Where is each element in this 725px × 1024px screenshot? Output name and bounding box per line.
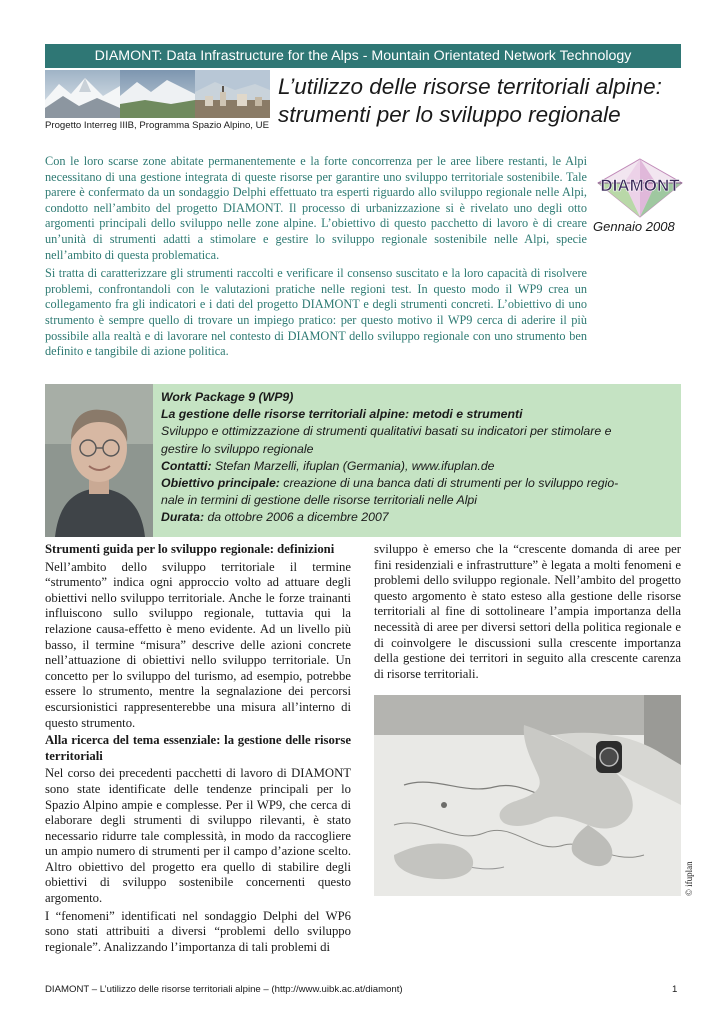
objective-value-line-2: nale in termini di gestione delle risorse territoriali nelle Alpi — [161, 493, 477, 508]
right-column — [374, 542, 681, 682]
duration-value: da ottobre 2006 a dicembre 2007 — [204, 510, 389, 525]
photo-credit — [683, 856, 695, 896]
date-label: Gennaio 2008 — [593, 219, 675, 234]
left-column — [45, 542, 351, 957]
wp-contacts — [161, 458, 661, 475]
diamont-logo — [596, 157, 684, 219]
section-heading-definitions: Strumenti guida per lo sviluppo regionale: definizioni — [45, 542, 335, 556]
svg-text:© ifuplan: © ifuplan — [684, 861, 694, 896]
wp-heading: Work Package 9 (WP9) — [161, 390, 294, 404]
page-footer: DIAMONT – L’utilizzo delle risorse territoriali alpine – (http://www.uibk.ac.at/diamont) — [45, 984, 403, 995]
title-line-1: L’utilizzo delle risorse territoriali alpine: — [278, 74, 662, 99]
work-package-box — [153, 384, 681, 537]
map-work-photo — [374, 695, 681, 896]
left-paragraph-3: I “fenomeni” identificati nel sondaggio Delphi del WP6 sono stati attribuiti a diversi “problemi dello sviluppo regionale”. Analizzando l’importanza di tali problemi di — [45, 908, 351, 954]
page-number: 1 — [672, 984, 678, 995]
wp-subheading: La gestione delle risorse territoriali alpine: metodi e strumenti — [161, 407, 523, 422]
intro-paragraph-2: Si tratta di caratterizzare gli strumenti raccolti e verificare il consenso suscitato e la loro capacità di risolvere problemi, confrontandoli con le valutazioni pratiche nelle regioni test. In questo modo il WP9 crea un collegamento fra gli indicatori e i dati del progetto DIAMONT e degli strumenti concreti. L’obiettivo di uno strumento è sempre quello di trovare un impiego pratico: per questo motivo il WP9 cerca di aderire il più possibile alla realtà e di lavorare nel contesto di DIAMONT dello sviluppo regionale con uno strumento ben definito e tangibile di azione politica. — [45, 266, 587, 359]
svg-text:DIAMONT: DIAMONT — [600, 176, 680, 195]
wp-duration — [161, 509, 661, 526]
title-line-2: strumenti per lo sviluppo regionale — [278, 102, 621, 127]
left-paragraph-1: Nell’ambito dello sviluppo territoriale il termine “strumento” indica ogni approccio volto ad attuare degli obiettivi nello sviluppo territoriale. Anche le forze trainanti influiscono sullo sviluppo regionale, tuttavia qui la relazione causa-effetto è meno evidente. Ad un livello più basso, il termine “misura” descrive delle azioni concrete nell’attuazione di obiettivi nello sviluppo territoriale. Un concetto per lo sviluppo del turismo, ad esempio, potrebbe essere lo strumento, mentre la segnalazione dei percorsi escursionistici rappresenterebbe una misura all’interno di questo strumento. — [45, 559, 351, 730]
alpine-photo-strip — [45, 70, 270, 118]
intro-paragraph-1: Con le loro scarse zone abitate permanentemente e la forte concorrenza per le aree libere restanti, le Alpi necessitano di una gestione integrata di queste risorse per garantire uno sviluppo territoriale sostenibile. Tale parere è confermato da un sondaggio Delphi effettuato tra esperti riguardo allo sviluppo regionale nelle Alpi, condotto nell’ambito del progetto DIAMONT. Il processo di urbanizzazione si è rivelato uno degli otto argomenti principali dello sviluppo nelle zone alpine. L’obiettivo di questo pacchetto di lavoro è di creare un’unità di strumenti adatti a stimolare e gestire lo sviluppo regionale sostenibile nelle Alpi, specie nell’ambito di questa problematica. — [45, 154, 587, 262]
portrait-photo — [45, 384, 153, 537]
objective-value-line-1: creazione di una banca dati di strumenti per lo sviluppo regio- — [279, 476, 619, 491]
contacts-label: Contatti: — [161, 458, 212, 473]
wp-description-line-1: Sviluppo e ottimizzazione di strumenti qualitativi basati su indicatori per stimolare e — [161, 424, 612, 439]
page-title — [278, 73, 688, 129]
project-line: Progetto Interreg IIIB, Programma Spazio Alpino, UE — [45, 120, 269, 131]
left-paragraph-2: Nel corso dei precedenti pacchetti di lavoro di DIAMONT sono state identificate delle tendenze principali per lo Spazio Alpino ampie e complesse. Per il WP9, che cerca di elaborare degli strumenti di sviluppo rilevanti, è stato necessario ridurre tale complessità, in modo da raccogliere un ampio numero di strumenti per il campo d’azione scelto. Altro obiettivo del progetto era quello di stabilire degli obiettivi di sviluppo sostenibile concernenti questo argomento. — [45, 766, 351, 906]
intro-text — [45, 154, 587, 363]
section-heading-resources: Alla ricerca del tema essenziale: la gestione delle risorse territoriali — [45, 733, 351, 763]
duration-label: Durata: — [161, 510, 205, 525]
wp-description-line-2: gestire lo sviluppo regionale — [161, 441, 314, 456]
wp-objective — [161, 475, 661, 492]
contacts-value: Stefan Marzelli, ifuplan (Germania), www.ifuplan.de — [211, 458, 495, 473]
header-banner: DIAMONT: Data Infrastructure for the Alps - Mountain Orientated Network Technology — [45, 44, 681, 68]
objective-label: Obiettivo principale: — [161, 476, 280, 491]
right-paragraph-1: sviluppo è emerso che la “crescente domanda di aree per fini residenziali e infrastrutture” è legata a molti fenomeni e problemi dello sviluppo regionale. Nell’ambito del progetto questo argomento è stato esteso alla gestione delle risorse territoriali al fine di sottolineare l’ampia importanza della necessità di aree per diversi settori della politica regionale e di coinvolgere le discussioni sulla crescente importanza della gestione dei territori in seguito alla crescente carenza di risorse territoriali. — [374, 542, 681, 681]
